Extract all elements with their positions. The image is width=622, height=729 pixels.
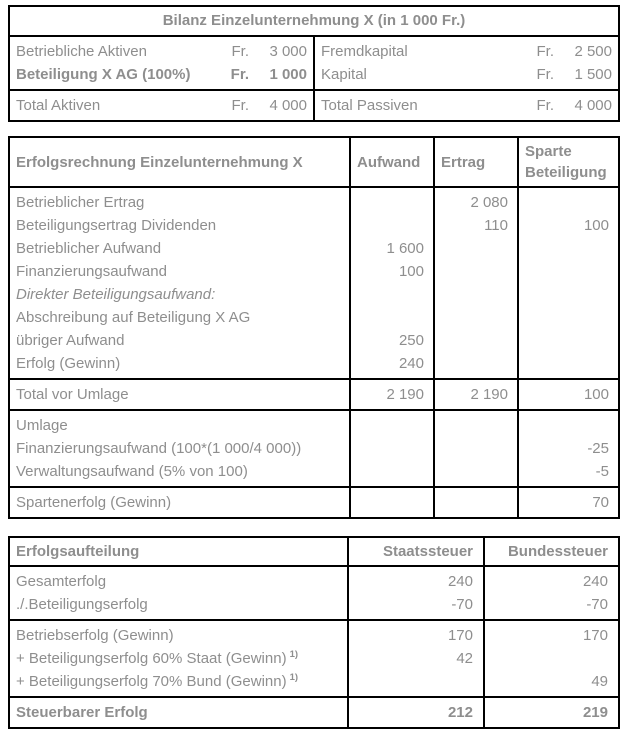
bundessteuer-value: 49 [591,673,608,690]
position-label: Betrieblicher Ertrag [16,194,145,211]
position-label: Betrieblicher Aufwand [16,240,162,257]
ertrag-value [437,237,508,260]
aufwand-value [353,306,424,329]
ertrag-value [437,460,508,483]
sparte-column-header: Sparte Beteiligung [518,137,619,187]
spartenerfolg-ertrag [434,487,518,518]
bruttoblock-staat-values [348,566,484,620]
row-label [16,647,343,670]
aufwand-value [353,414,424,437]
sparte-value: 70 [592,494,609,511]
balance-amount: 4 000 [574,97,612,114]
bruttoblock-bund-values [484,566,619,620]
balance-label: Beteiligung X AG (100%) [16,66,191,83]
umlage-aufwand-values [350,410,434,487]
row-label-text: + Beteiligungserfolg 70% Bund (Gewinn) [16,673,287,690]
bilanz-total-row [9,90,619,121]
steuerbarer-erfolg-staat [348,697,484,728]
total-vor-umlage-label-cell [9,379,350,410]
ertrag-value: 2 080 [470,194,508,211]
balance-line-total-aktiven [16,94,307,117]
row-label: Gesamterfolg [16,573,107,590]
sparte-value [521,260,609,283]
bundessteuer-value [487,647,608,670]
ertrag-value [437,260,508,283]
positions-labels [9,187,350,379]
position-label: Abschreibung auf Beteiligung X AG [16,309,251,326]
aufwand-value [353,283,424,306]
ertrag-value [437,491,508,514]
row-label: Steuerbarer Erfolg [16,704,148,721]
aufwand-value [353,491,424,514]
umlage-section [9,410,619,487]
positions-sparte-values [518,187,619,379]
ertrag-value [437,414,508,437]
row-label [16,670,343,693]
currency-prefix: Fr. [231,97,249,114]
bilanz-table [8,5,620,122]
bruttoblock-section [9,566,619,620]
balance-label: Total Aktiven [16,97,101,114]
balance-label: Total Passiven [321,97,418,114]
staatssteuer-value: 42 [456,650,473,667]
bundessteuer-value: 240 [582,573,608,590]
total-aktiven-cell [9,90,314,121]
positions-ertrag-values [434,187,518,379]
balance-line-beteiligung [16,63,307,86]
ertrag-value [437,437,508,460]
umlage-label: Verwaltungsaufwand (5% von 100) [16,463,248,480]
aufwand-value: 1 600 [386,240,424,257]
staatssteuer-value: 170 [447,627,473,644]
erfolgsrechnung-header-row [9,137,619,187]
currency-prefix: Fr. [536,97,554,114]
row-label: Spartenerfolg (Gewinn) [16,494,172,511]
sparte-value [521,414,609,437]
aufwand-value: 240 [398,355,424,372]
position-label: Direkter Beteiligungsaufwand: [16,286,216,303]
positions-section [9,187,619,379]
staatssteuer-value [351,670,473,693]
staatssteuer-value: -70 [451,596,473,613]
erfolgsaufteilung-table [8,536,620,729]
aufwand-value [353,437,424,460]
nettoblock-section [9,620,619,697]
total-passiven-cell [314,90,619,121]
bundessteuer-value: 219 [582,704,608,721]
aufwand-value [353,191,424,214]
passiven-cell [314,36,619,90]
erfolgsrechnung-table [8,136,620,519]
bilanz-body-row [9,36,619,90]
umlage-ertrag-values [434,410,518,487]
umlage-sparte-values [518,410,619,487]
ertrag-value: 2 190 [470,386,508,403]
bilanz-title-row [9,6,619,36]
sparte-value [521,352,609,375]
staatssteuer-value: 240 [447,573,473,590]
total-vor-umlage-ertrag [434,379,518,410]
balance-line-kapital [321,63,612,86]
balance-amount: 1 000 [269,66,307,83]
balance-label: Fremdkapital [321,43,408,60]
staatssteuer-column-header: Staatssteuer [348,537,484,566]
position-label: Finanzierungsaufwand [16,263,167,280]
steuerbarer-erfolg-row [9,697,619,728]
aufwand-column-header: Aufwand [350,137,434,187]
steuerbarer-erfolg-bund [484,697,619,728]
footnote-marker: 1) [289,672,299,683]
balance-amount: 3 000 [269,43,307,60]
ertrag-value: 110 [484,217,508,234]
sparte-value: 100 [583,386,609,403]
ertrag-value [437,352,508,375]
balance-line-betriebliche-aktiven [16,40,307,63]
ertrag-value [437,283,508,306]
currency-prefix: Fr. [536,43,554,60]
erfolgsrechnung-title: Erfolgsrechnung Einzelunternehmung X [9,137,350,187]
sparte-value [521,191,609,214]
balance-line-total-passiven [321,94,612,117]
sparte-value [521,283,609,306]
currency-prefix: Fr. [536,66,554,83]
sparte-value [521,329,609,352]
aufwand-value: 2 190 [386,386,424,403]
ertrag-column-header: Ertrag [434,137,518,187]
balance-amount: 1 500 [574,66,612,83]
erfolgsaufteilung-title: Erfolgsaufteilung [9,537,348,566]
spartenerfolg-row [9,487,619,518]
spartenerfolg-label-cell [9,487,350,518]
footnote-marker: 1) [289,649,299,660]
erfolgsaufteilung-header-row [9,537,619,566]
aktiven-cell [9,36,314,90]
bundessteuer-value: 170 [582,627,608,644]
nettoblock-labels [9,620,348,697]
row-label-text: + Beteiligungserfolg 60% Staat (Gewinn) [16,650,287,667]
staatssteuer-value: 212 [447,704,473,721]
row-label: Total vor Umlage [16,386,129,403]
balance-label: Betriebliche Aktiven [16,43,147,60]
aufwand-value [353,460,424,483]
position-label: Erfolg (Gewinn) [16,355,121,372]
currency-prefix: Fr. [230,66,249,83]
balance-line-fremdkapital [321,40,612,63]
sparte-value: -25 [587,440,609,457]
balance-label: Kapital [321,66,367,83]
total-vor-umlage-sparte [518,379,619,410]
total-vor-umlage-row [9,379,619,410]
balance-amount: 2 500 [574,43,612,60]
bilanz-title: Bilanz Einzelunternehmung X (in 1 000 Fr.) [9,6,619,36]
row-label: ./.Beteiligungserfolg [16,596,148,613]
total-vor-umlage-aufwand [350,379,434,410]
umlage-labels [9,410,350,487]
aufwand-value: 100 [398,263,424,280]
bruttoblock-labels [9,566,348,620]
aufwand-value [353,214,424,237]
position-label: übriger Aufwand [16,332,125,349]
sparte-value [521,237,609,260]
row-label-text: Betriebserfolg (Gewinn) [16,627,174,644]
spartenerfolg-sparte [518,487,619,518]
bundessteuer-column-header: Bundessteuer [484,537,619,566]
sparte-value: -5 [595,463,609,480]
umlage-label: Finanzierungsaufwand (100*(1 000/4 000)) [16,440,302,457]
nettoblock-bund-values [484,620,619,697]
position-label: Beteiligungsertrag Dividenden [16,217,217,234]
aufwand-value: 250 [398,332,424,349]
ertrag-value [437,306,508,329]
ertrag-value [437,329,508,352]
bundessteuer-value: -70 [586,596,608,613]
nettoblock-staat-values [348,620,484,697]
balance-amount: 4 000 [269,97,307,114]
spartenerfolg-aufwand [350,487,434,518]
umlage-label: Umlage [16,417,68,434]
row-label [16,624,343,647]
currency-prefix: Fr. [231,43,249,60]
steuerbarer-erfolg-label-cell [9,697,348,728]
sparte-value: 100 [583,217,609,234]
sparte-value [521,306,609,329]
positions-aufwand-values [350,187,434,379]
